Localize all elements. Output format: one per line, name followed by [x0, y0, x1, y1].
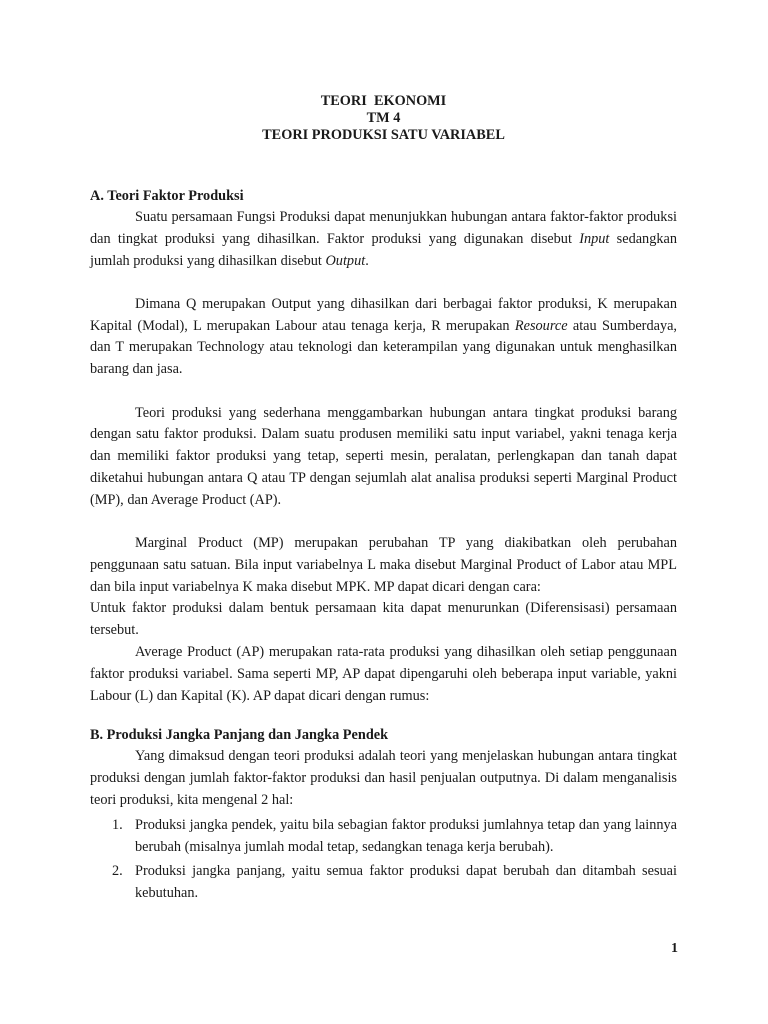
section-b-heading: B. Produksi Jangka Panjang dan Jangka Pendek: [90, 727, 389, 744]
section-a-paragraph-5: Untuk faktor produksi dalam bentuk persamaan kita dapat menurunkan (Diferensisasi) persamaan tersebut.: [90, 600, 677, 639]
section-b-list: [90, 815, 677, 905]
list-item: 1. Produksi jangka pendek, yaitu bila sebagian faktor produksi jumlahnya tetap dan yang lainnya berubah (misalnya jumlah modal tetap, sedangkan tenaga kerja berubah).: [112, 816, 677, 855]
page-number: 1: [671, 941, 678, 956]
section-a-heading: A. Teori Faktor Produksi: [90, 188, 244, 204]
document-title: [90, 93, 677, 144]
title-line-1: TEORI EKONOMI: [320, 93, 447, 109]
section-a-paragraph-6: Average Product (AP) merupakan rata-rata produksi yang dihasilkan oleh setiap penggunaan faktor produksi variabel. Sama seperti MP, AP dapat dipengaruhi oleh beberapa input variable, yakni Labour (L) dan Kapital (K). AP dapat dicari dengan rumus:: [90, 644, 677, 704]
list-item: 2. Produksi jangka panjang, yaitu semua faktor produksi dapat berubah dan ditambah sesuai kebutuhan.: [112, 863, 677, 902]
section-a-paragraph-4: Marginal Product (MP) merupakan perubahan TP yang diakibatkan oleh perubahan penggunaan satu satuan. Bila input variabelnya L maka disebut Marginal Product of Labor atau MPL dan bila input variabelnya K maka disebut MPK. MP dapat dicari dengan cara:: [90, 535, 677, 595]
title-line-2: TM 4: [366, 110, 401, 126]
section-a-paragraph-2: Dimana Q merupakan Output yang dihasilkan dari berbagai faktor produksi, K merupakan Kapital (Modal), L merupakan Labour atau tenaga kerja, R merupakan Resource atau Sumberdaya, dan T merupakan Technology atau teknologi dan keterampilan yang digunakan untuk menghasilkan barang dan jasa.: [90, 295, 678, 378]
section-a-paragraph-1: Suatu persamaan Fungsi Produksi dapat menunjukkan hubungan antara faktor-faktor produksi dan tingkat produksi yang dihasilkan. Faktor produksi yang digunakan disebut Input sedangkan jumlah produksi yang dihasilkan disebut Output.: [90, 209, 677, 269]
section-a-paragraph-3: Teori produksi yang sederhana menggambarkan hubungan antara tingkat produksi barang dengan satu faktor produksi. Dalam suatu produsen memiliki satu input variabel, yakni tenaga kerja dan memiliki faktor produksi yang tetap, seperti mesin, peralatan, perlengkapan dan tanah dapat diketahui hubungan antara Q atau TP dengan sejumlah alat analisa produksi seperti Marginal Product (MP), dan Average Product (AP).: [90, 404, 677, 508]
document-page: [90, 93, 677, 908]
section-b-paragraph-1: Yang dimaksud dengan teori produksi adalah teori yang menjelaskan hubungan antara tingkat produksi dengan jumlah faktor-faktor produksi dan hasil penjualan outputnya. Di dalam menganalisis teori produksi, kita mengenal 2 hal:: [90, 748, 677, 809]
title-line-3: TEORI PRODUKSI SATU VARIABEL: [262, 127, 505, 143]
